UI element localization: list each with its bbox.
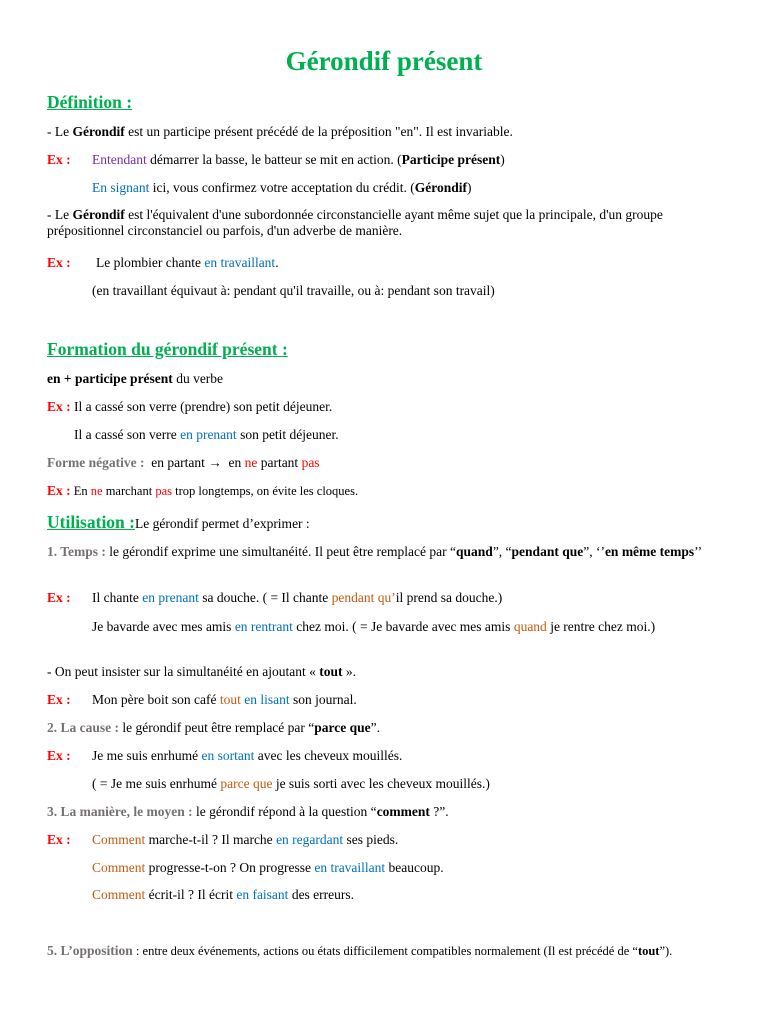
definition-example-1-text: Entendant démarrer la basse, le batteur se mit en action. (Participe présent) <box>92 152 505 167</box>
definition-example-3: Le plombier chante en travaillant. <box>96 255 279 270</box>
maniere-example-1: Comment marche-t-il ? Il marche en regardant ses pieds. <box>92 832 399 847</box>
definition-example-3-note: (en travaillant équivaut à: pendant qu'il travaille, ou à: pendant son travail) <box>92 283 495 298</box>
formation-rule: en + participe présent du verbe <box>47 371 224 386</box>
utilisation-heading-line: Utilisation :Le gérondif permet d’exprimer : <box>47 512 310 532</box>
temps-example-3: Mon père boit son café tout en lisant son journal. <box>92 692 357 707</box>
temps-example-2: Je bavarde avec mes amis en rentrant chez moi. ( = Je bavarde avec mes amis quand je rentre chez moi.) <box>92 619 656 634</box>
maniere-example-2: Comment progresse-t-on ? On progresse en travaillant beaucoup. <box>92 860 444 875</box>
definition-paragraph-1: - Le Gérondif est un participe présent précédé de la préposition "en". Il est invariable. <box>47 124 513 139</box>
formation-negative: Forme négative : en partant → en ne partant pas <box>47 455 320 470</box>
temps-example-1-label: Ex : <box>47 590 71 605</box>
definition-heading: Définition : <box>47 92 133 112</box>
usage-temps: 1. Temps : le gérondif exprime une simultanéité. Il peut être remplacé par “quand”, “pendant que”, ‘’en même temps’’ <box>47 544 703 559</box>
usage-tout: - On peut insister sur la simultanéité en ajoutant « tout ». <box>47 664 356 679</box>
usage-cause: 2. La cause : le gérondif peut être remplacé par “parce que”. <box>47 720 381 735</box>
usage-opposition: 5. L’opposition : entre deux événements, actions ou états difficilement compatibles normalement (Il est précédé de “tout”). <box>47 943 673 958</box>
definition-example-2: En signant ici, vous confirmez votre acceptation du crédit. (Gérondif) <box>92 180 472 195</box>
temps-example-3-label: Ex : <box>47 692 71 707</box>
formation-example-2: Ex : En ne marchant pas trop longtemps, on évite les cloques. <box>47 483 359 498</box>
definition-example-1: Ex : <box>47 152 71 167</box>
definition-paragraph-2: - Le Gérondif est l'équivalent d'une subordonnée circonstancielle ayant même sujet que la principale, d'un groupe prépositionnel circonstanciel ou parfois, d'un adverbe de manière. <box>47 207 663 238</box>
cause-example-1-label: Ex : <box>47 748 71 763</box>
formation-example-1: Ex : Il a cassé son verre (prendre) son petit déjeuner. <box>47 399 333 414</box>
formation-heading: Formation du gérondif présent : <box>47 339 288 359</box>
cause-example-1: Je me suis enrhumé en sortant avec les cheveux mouillés. <box>92 748 403 763</box>
usage-maniere: 3. La manière, le moyen : le gérondif répond à la question “comment ?”. <box>47 804 449 819</box>
definition-example-3-label: Ex : <box>47 255 71 270</box>
temps-example-1: Il chante en prenant sa douche. ( = Il chante pendant qu’il prend sa douche.) <box>92 590 503 605</box>
utilisation-heading: Utilisation : <box>47 512 135 532</box>
cause-example-2: ( = Je me suis enrhumé parce que je suis sorti avec les cheveux mouillés.) <box>92 776 490 791</box>
maniere-example-1-label: Ex : <box>47 832 71 847</box>
page-title: Gérondif présent <box>285 46 483 76</box>
formation-example-1-answer: Il a cassé son verre en prenant son petit déjeuner. <box>74 427 339 442</box>
maniere-example-3: Comment écrit-il ? Il écrit en faisant des erreurs. <box>92 887 355 902</box>
